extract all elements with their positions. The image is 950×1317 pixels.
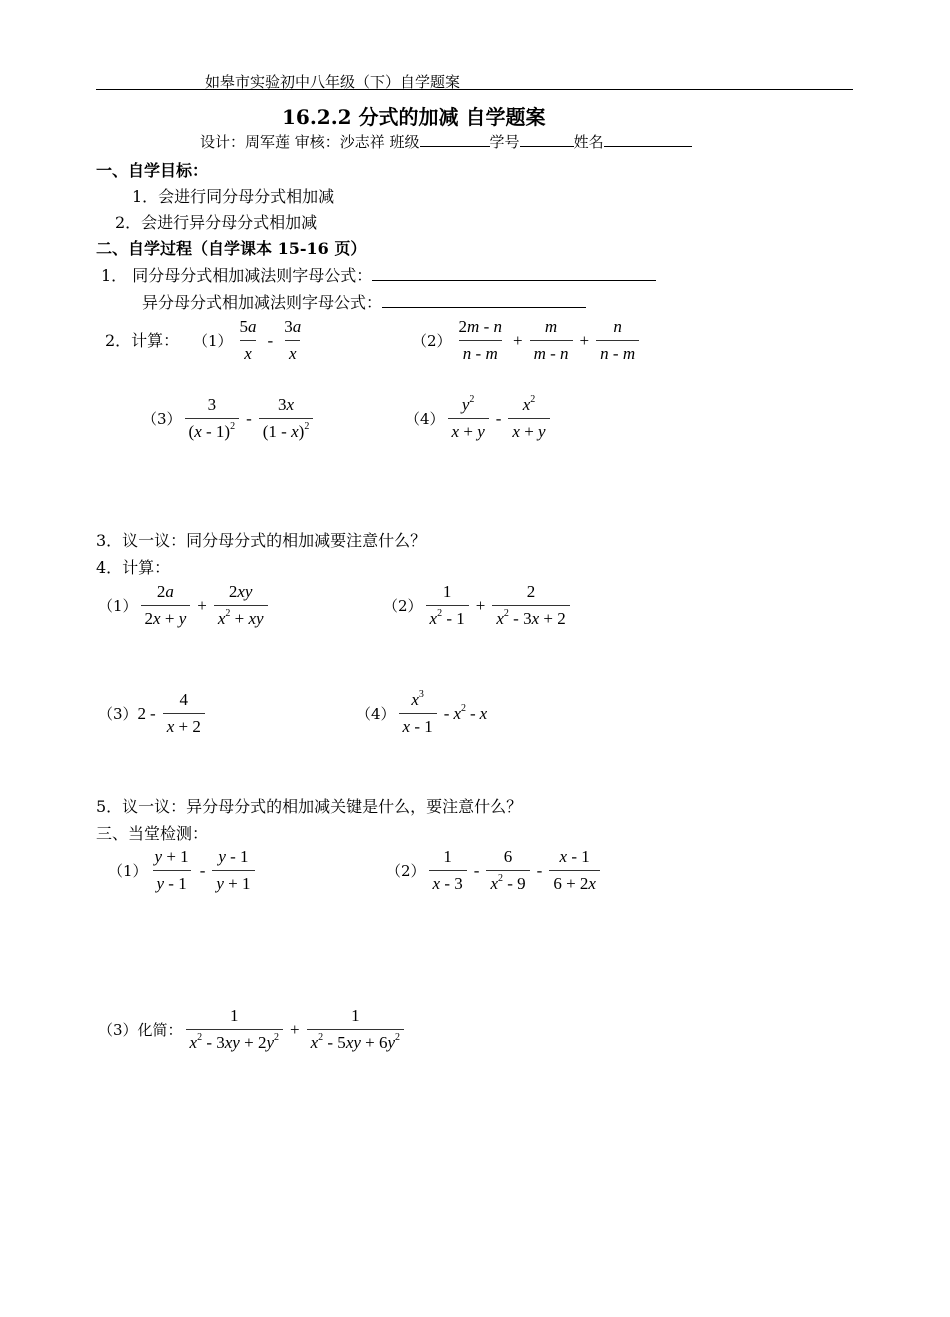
fraction: $\frac{3}{(x - 1)^2}$ [185, 395, 240, 442]
info-line [200, 131, 692, 152]
rule2-blank[interactable] [382, 293, 586, 308]
q2-expr-3: （3） $\frac{3}{(x - 1)^2}$ - $\frac{3x}{(1 - x)^2}$ [142, 395, 316, 442]
part-label: （3） [98, 705, 138, 723]
fraction: $\frac{1}{x^2 - 5xy + 6y^2}$ [307, 1006, 404, 1053]
s3-expr-1: （1） $\frac{y + 1}{y - 1}$ - $\frac{y - 1}{y + 1}$ [108, 847, 258, 894]
fraction: $\frac{6}{x^2 - 9}$ [486, 847, 529, 894]
q4-expr-1: （1） $\frac{2a}{2x + y}$ + $\frac{2xy}{x^2 + xy}$ [98, 582, 271, 629]
q5-discussion: 5．议一议：异分母分式的相加减关键是什么，要注意什么？ [96, 797, 523, 816]
q2-expr-2: （2） $\frac{2m - n}{n - m}$ + $\frac{m}{m - n}$ + $\frac{n}{n - m}$ [412, 317, 642, 364]
fraction: $\frac{y - 1}{y + 1}$ [212, 847, 254, 894]
name-label: 姓名 [573, 133, 604, 151]
q2-expr-1: （1） $\frac{5a}{x}$ - $\frac{3a}{x}$ [193, 317, 308, 364]
fraction: $\frac{2a}{2x + y}$ [141, 582, 191, 629]
part-label: （3） [142, 410, 182, 428]
fraction: $\frac{x - 1}{6 + 2x}$ [549, 847, 600, 894]
fraction: $\frac{1}{x^2 - 3xy + 2y^2}$ [186, 1006, 283, 1053]
q4-label: 4．计算： [96, 558, 171, 577]
fraction: $\frac{n}{n - m}$ [596, 317, 639, 364]
fraction: $\frac{x^2}{x + y}$ [508, 395, 549, 442]
fraction: $\frac{m}{m - n}$ [530, 317, 573, 364]
fraction: $\frac{2xy}{x^2 + xy}$ [214, 582, 268, 629]
header-rule [96, 89, 853, 90]
goal-item: 2．会进行异分母分式相加减 [115, 213, 318, 232]
design-credit: 设计：周军莲 审核：沙志祥 班级 [200, 133, 420, 151]
fraction: $\frac{y + 1}{y - 1}$ [151, 847, 193, 894]
part-label: （2） [386, 862, 426, 880]
q2-expr-4: （4） $\frac{y^2}{x + y}$ - $\frac{x^2}{x + y}$ [405, 395, 553, 442]
section1-heading: 一、自学目标： [96, 161, 209, 180]
school-header: 如皋市实验初中八年级（下）自学题案 [205, 73, 461, 91]
fraction: $\frac{1}{x - 3}$ [429, 847, 467, 894]
rule2-label: 异分母分式相加减法则字母公式： [142, 293, 383, 312]
fraction: $\frac{2m - n}{n - m}$ [458, 317, 502, 363]
q2-label: 2．计算： [105, 331, 180, 350]
fraction: $\frac{y^2}{x + y}$ [448, 395, 489, 442]
part-label: （1） [108, 862, 148, 880]
part-label: （2） [383, 597, 423, 615]
s3-expr-2: （2） $\frac{1}{x - 3}$ - $\frac{6}{x^2 - 9}$ - $\frac{x - 1}{6 + 2x}$ [386, 847, 603, 894]
student-no-blank[interactable] [520, 132, 574, 147]
rule1-blank[interactable] [372, 266, 656, 281]
simplify-label: （3）化简： [98, 1021, 183, 1039]
part-label: （1） [98, 597, 138, 615]
class-blank[interactable] [420, 132, 490, 147]
rule-same-denominator [101, 263, 656, 286]
fraction: $\frac{5a}{x}$ [239, 317, 257, 363]
q3-discussion: 3．议一议：同分母分式的相加减要注意什么？ [96, 531, 427, 550]
part-label: （4） [356, 705, 396, 723]
student-no-label: 学号 [489, 133, 520, 151]
rule1-label: 1． 同分母分式相加减法则字母公式： [101, 266, 373, 285]
fraction: $\frac{3a}{x}$ [284, 317, 302, 363]
part-label: （2） [412, 332, 452, 350]
q4-expr-4: （4） $\frac{x^3}{x - 1}$ - $x^2$ - x [356, 689, 488, 736]
page-title: 16.2.2 分式的加减 自学题案 [282, 105, 546, 129]
q4-expr-2: （2） $\frac{1}{x^2 - 1}$ + $\frac{2}{x^2 - 3x + 2}$ [383, 582, 573, 629]
rule-diff-denominator [142, 290, 586, 313]
section2-heading: 二、自学过程（自学课本 15-16 页） [96, 239, 367, 258]
s3-expr-3: （3）化简： $\frac{1}{x^2 - 3xy + 2y^2}$ + $\frac{1}{x^2 - 5xy + 6y^2}$ [98, 1006, 407, 1053]
fraction: $\frac{2}{x^2 - 3x + 2}$ [492, 582, 569, 629]
name-blank[interactable] [604, 132, 692, 147]
fraction: $\frac{3x}{(1 - x)^2}$ [259, 395, 314, 442]
fraction: $\frac{4}{x + 2}$ [163, 690, 205, 737]
section3-heading: 三、当堂检测： [96, 824, 209, 843]
goal-item: 1．会进行同分母分式相加减 [132, 187, 335, 206]
q4-expr-3: （3） 2 - $\frac{4}{x + 2}$ [98, 690, 208, 737]
part-label: （4） [405, 410, 445, 428]
fraction: $\frac{x^3}{x - 1}$ [399, 690, 437, 737]
part-label: （1） [193, 332, 233, 350]
fraction: $\frac{1}{x^2 - 1}$ [426, 582, 469, 629]
